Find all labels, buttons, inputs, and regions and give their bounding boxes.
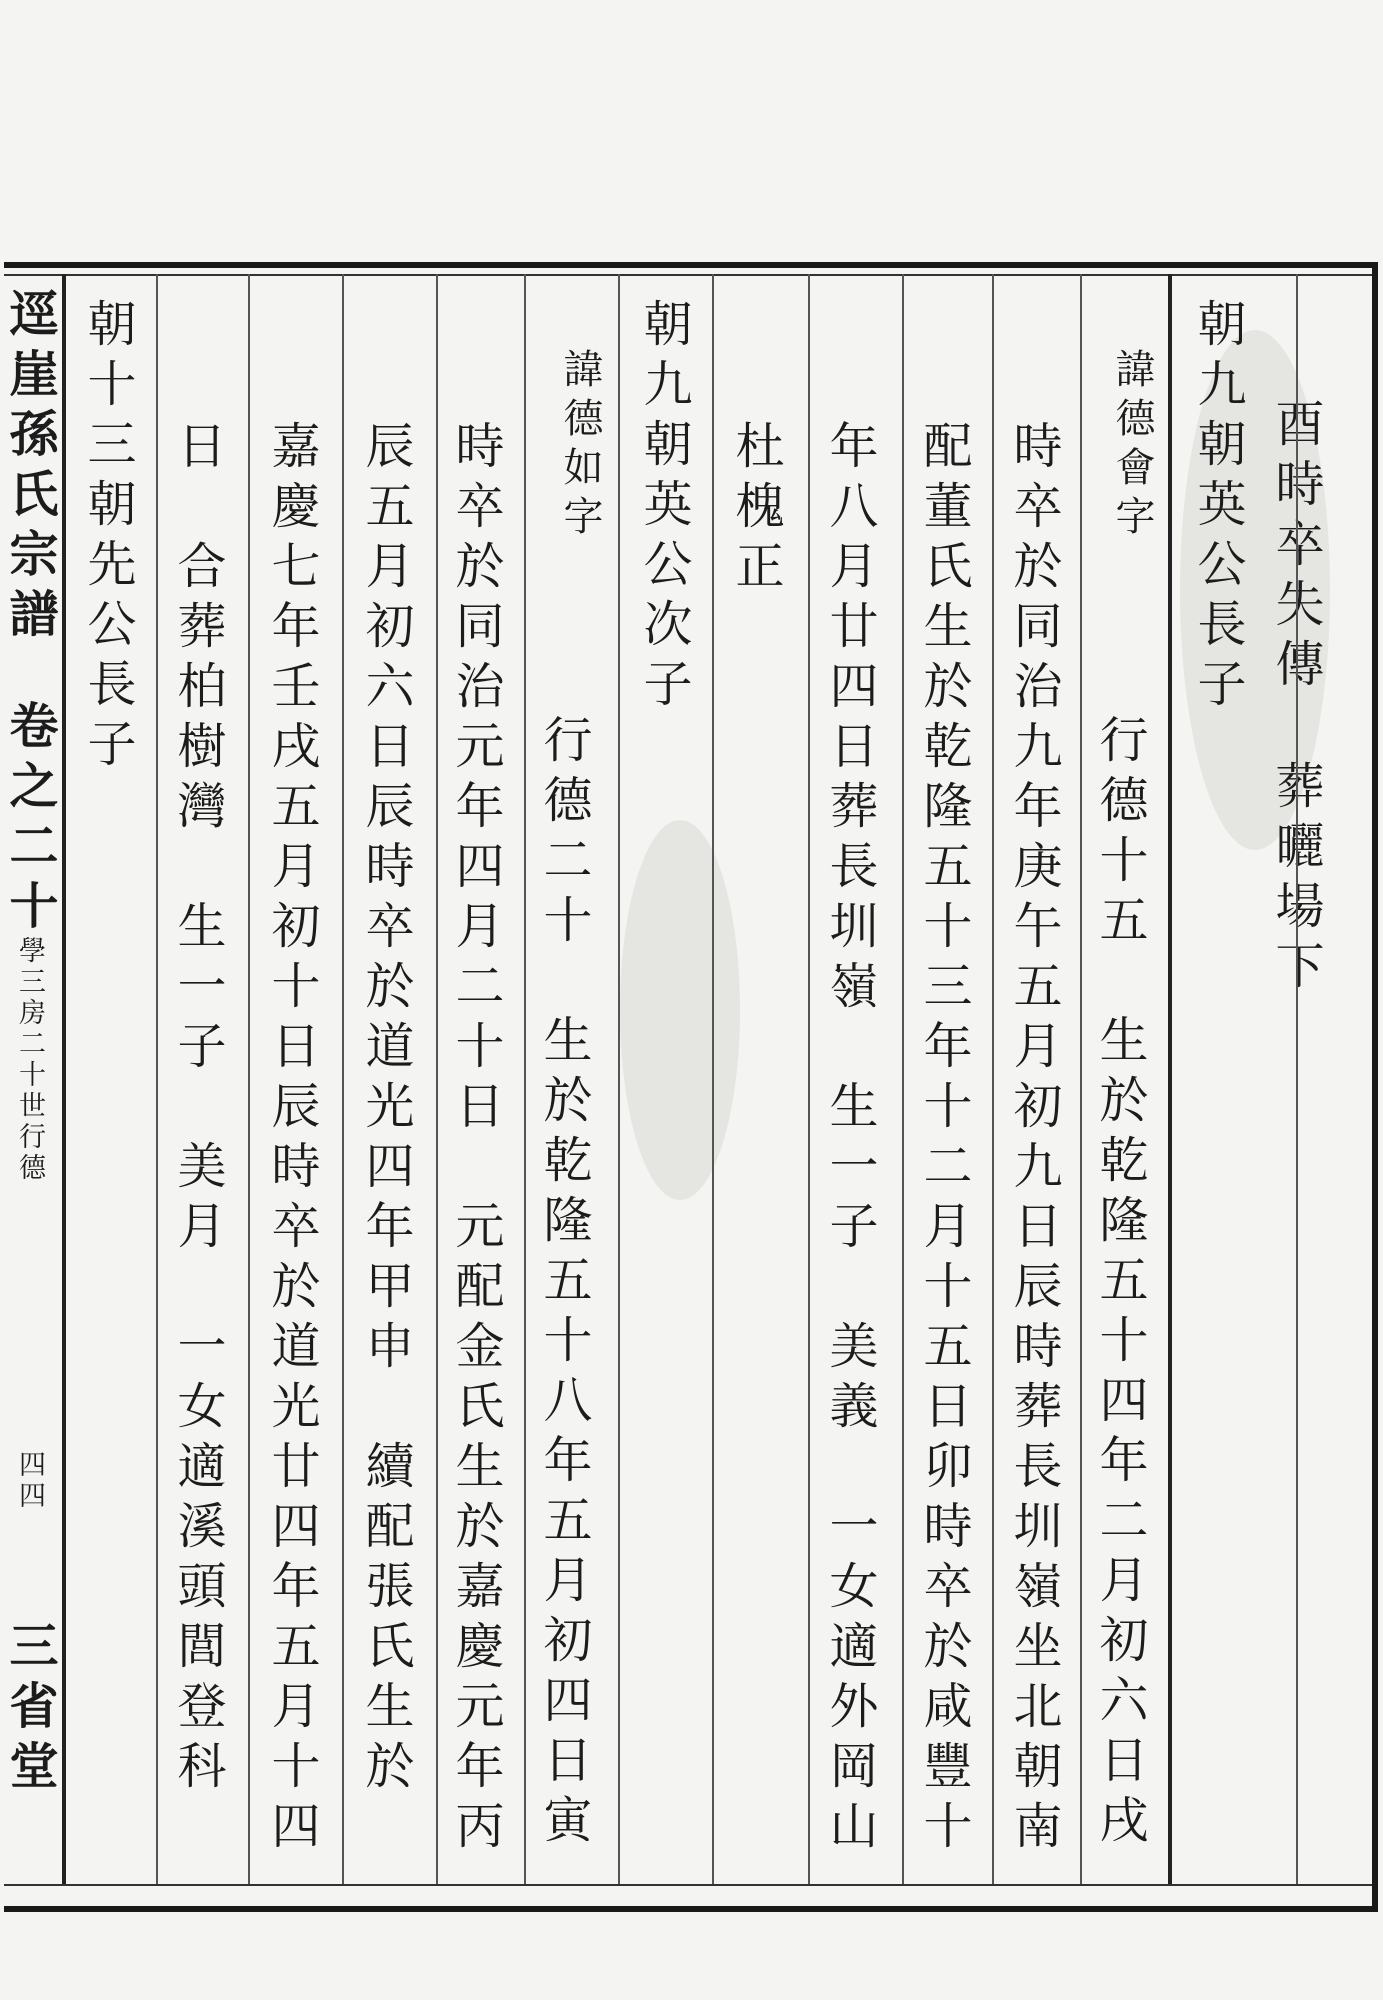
column-rule	[992, 274, 994, 1884]
page-number: 四四	[14, 1450, 45, 1512]
column-rule	[342, 274, 344, 1884]
frame-inner-top-line	[4, 274, 1372, 276]
top-note-column-b: 葬曬場下	[1268, 760, 1325, 1000]
column-rule	[1080, 274, 1082, 1884]
top-note-column-a: 酉時卒失傳	[1268, 398, 1325, 698]
column-rule	[808, 274, 810, 1884]
side-label-rule	[62, 274, 66, 1884]
entry-heading: 朝十三朝先公長子	[80, 298, 137, 778]
column-rule	[1168, 274, 1172, 1884]
column-rule	[902, 274, 904, 1884]
entry-heading: 朝九朝英公長子	[1190, 298, 1247, 718]
frame-inner-bottom-line	[4, 1884, 1372, 1886]
hall-name: 三省堂	[2, 1620, 60, 1800]
entry-text: 辰五月初六日辰時卒於道光四年甲申 續配張氏生於	[358, 420, 415, 1800]
entry-text: 配董氏生於乾隆五十三年十二月十五日卯時卒於咸豐十	[916, 420, 973, 1860]
column-rule	[618, 274, 620, 1884]
column-rule	[436, 274, 438, 1884]
entry-text: 時卒於同治元年四月二十日 元配金氏生於嘉慶元年丙	[448, 420, 505, 1860]
column-rule	[156, 274, 158, 1884]
section-label: 學三房二十世行德	[14, 936, 45, 1184]
entry-text: 年八月廿四日葬長圳嶺 生一子 美義 一女適外岡山	[822, 420, 879, 1860]
entry-text: 時卒於同治九年庚午五月初九日辰時葬長圳嶺坐北朝南	[1006, 420, 1063, 1860]
entry-name-label: 諱德會字	[1109, 348, 1155, 544]
column-rule	[712, 274, 714, 1884]
entry-text: 日 合葬柏樹灣 生一子 美月 一女適溪頭閭登科	[170, 420, 227, 1800]
volume-label: 卷之二十	[2, 700, 60, 940]
entry-name-label: 諱德如字	[557, 348, 603, 544]
column-rule	[1296, 274, 1298, 1884]
entry-text: 行德十五 生於乾隆五十四年二月初六日戌	[1092, 714, 1149, 1854]
column-rule	[248, 274, 250, 1884]
entry-text: 行德二十 生於乾隆五十八年五月初四日寅	[536, 714, 593, 1854]
entry-heading: 朝九朝英公次子	[636, 298, 693, 718]
entry-text: 杜槐正	[728, 420, 785, 600]
entry-text: 嘉慶七年壬戌五月初十日辰時卒於道光廿四年五月十四	[264, 420, 321, 1860]
column-rule	[524, 274, 526, 1884]
book-title: 逕崖孫氏宗譜	[2, 288, 60, 648]
